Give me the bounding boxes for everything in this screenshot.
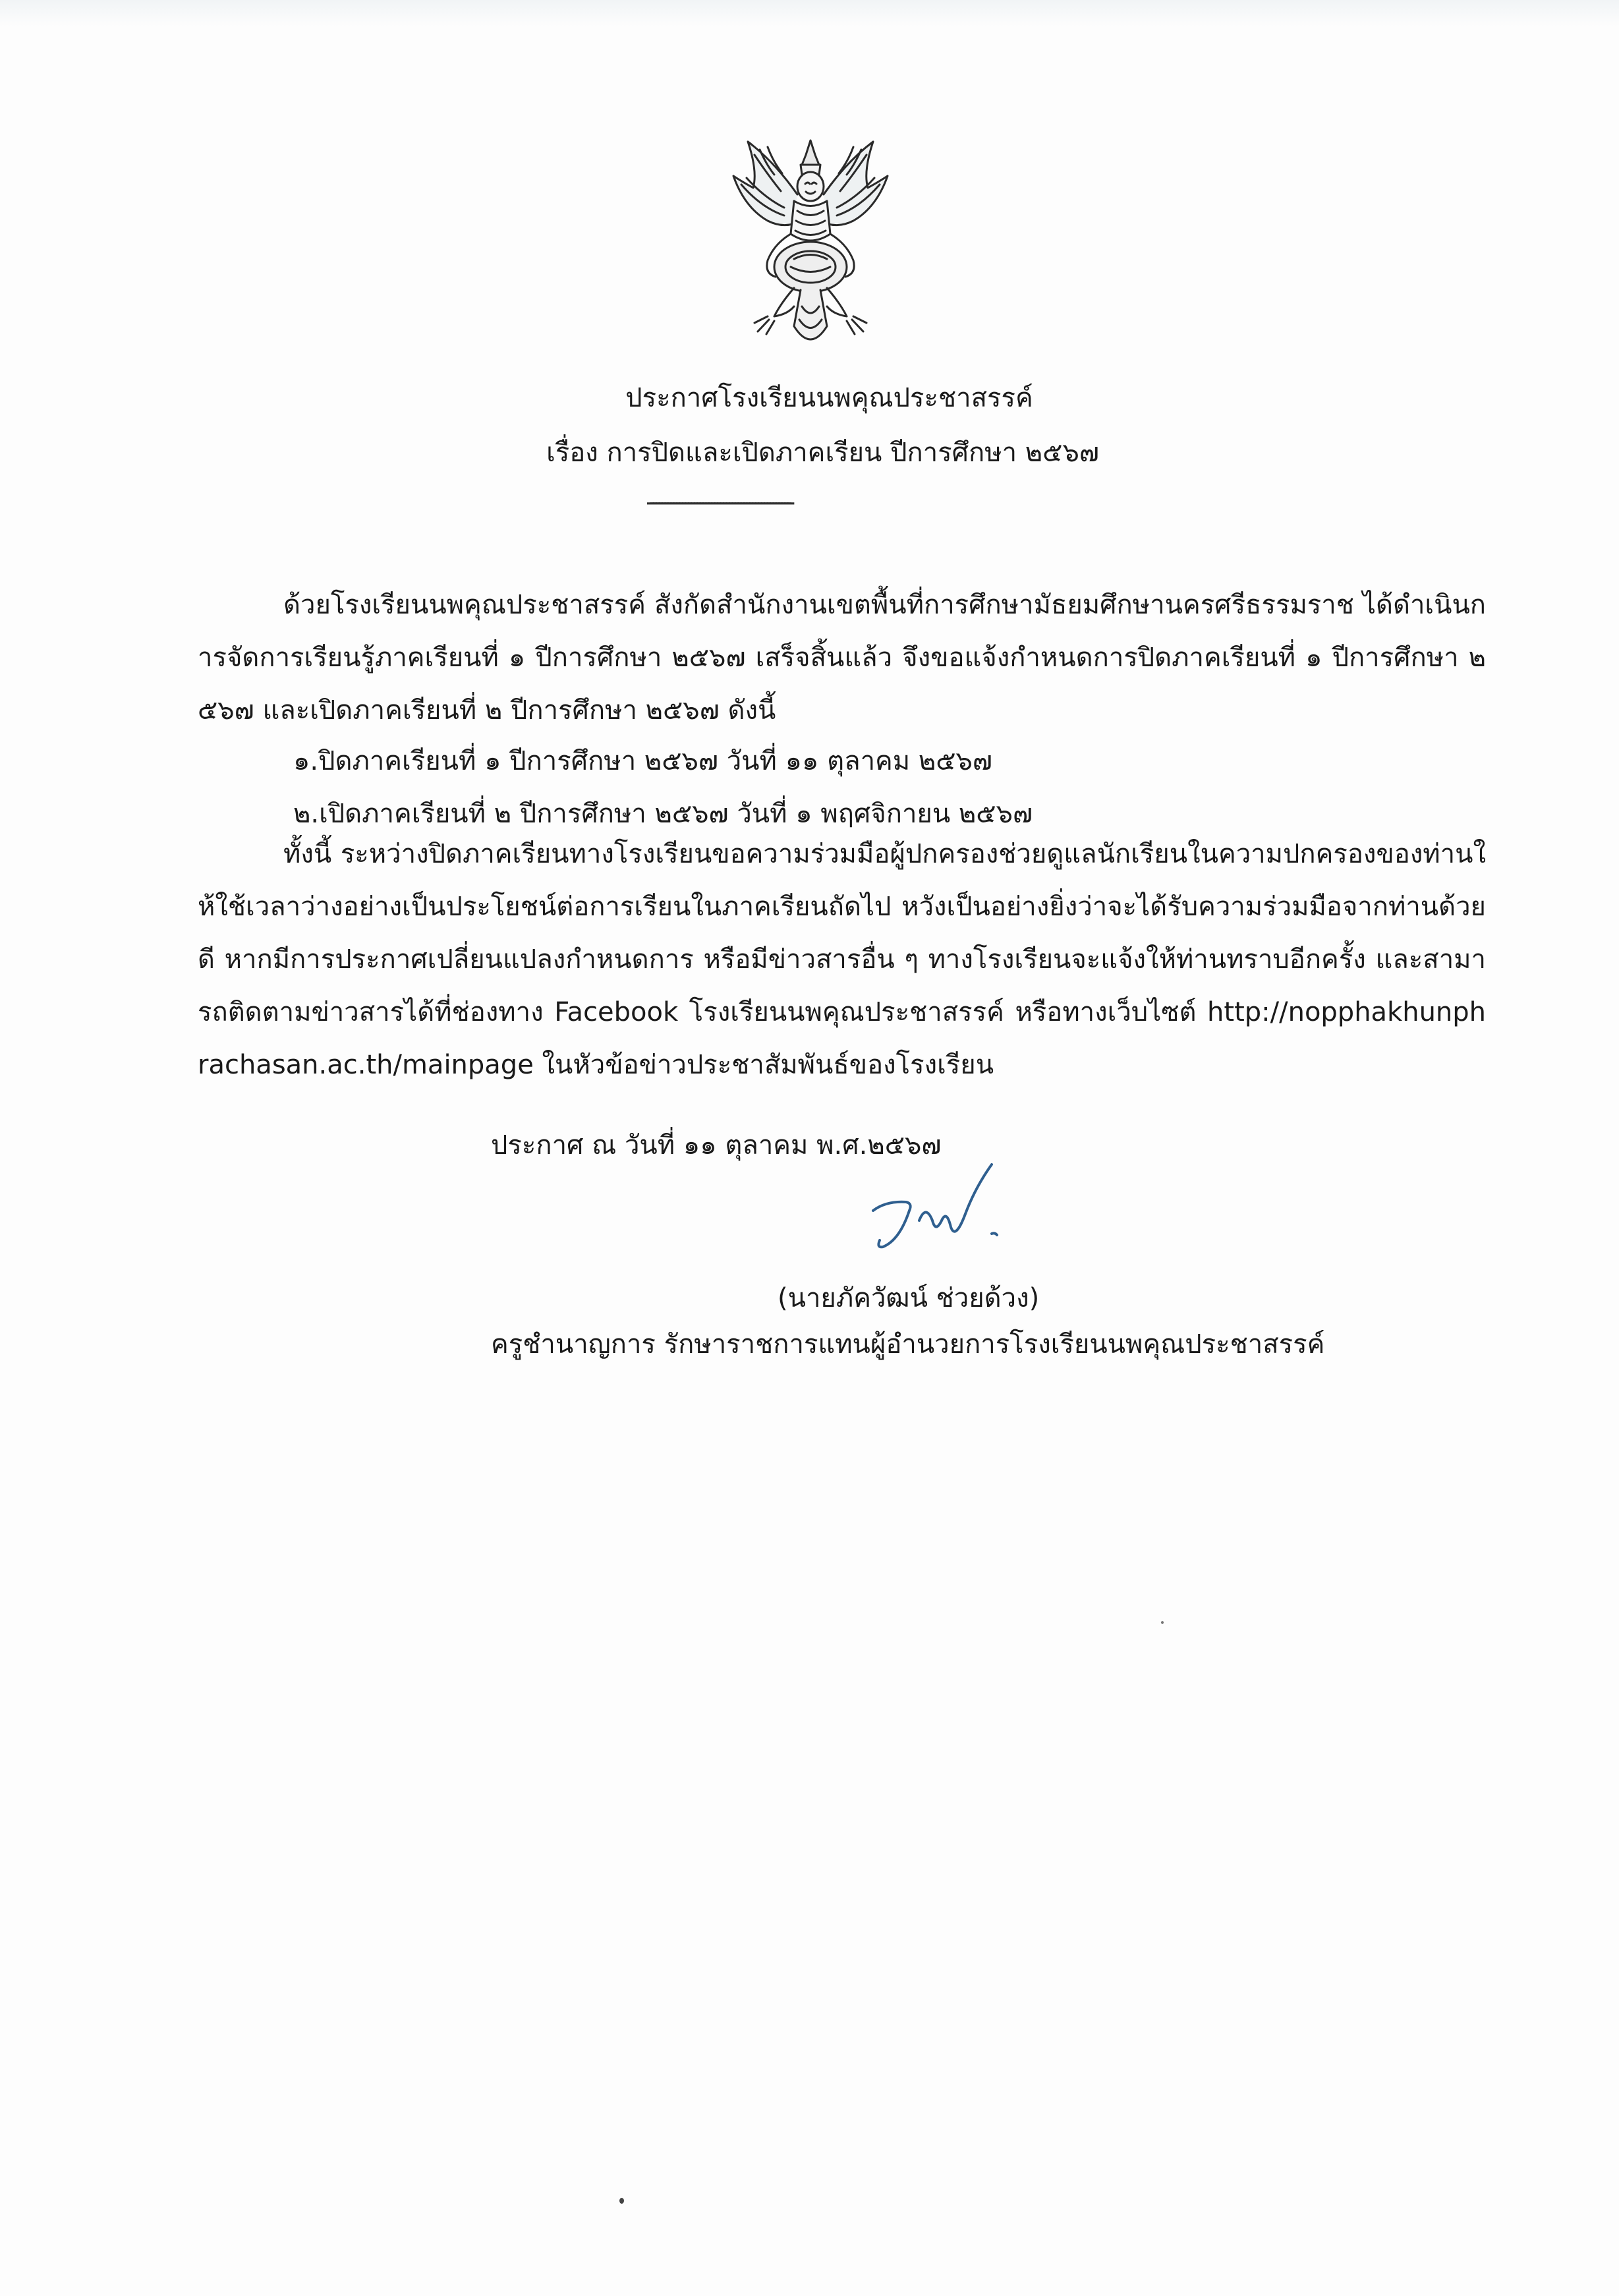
scan-speck [1161,1621,1164,1624]
announcement-title: ประกาศโรงเรียนนพคุณประชาสรรค์ [625,383,1033,413]
signer-position: ครูชำนาญการ รักษาราชการแทนผู้อำนวยการโรงเรียนนพคุณประชาสรรค์ [491,1329,1325,1360]
announcement-subject: เรื่อง การปิดและเปิดภาคเรียน ปีการศึกษา ๒๕๖๗ [546,438,1099,468]
schedule-item-close: ๑.ปิดภาคเรียนที่ ๑ ปีการศึกษา ๒๕๖๗ วันที่ ๑๑ ตุลาคม ๒๕๖๗ [293,746,992,776]
signer-name: (นายภัควัฒน์ ช่วยด้วง) [778,1283,1040,1313]
schedule-list [198,735,1486,840]
website-url: http://nopphakhunphrachasan.ac.th/mainpage [198,997,1487,1080]
schedule-item-open: ๒.เปิดภาคเรียนที่ ๒ ปีการศึกษา ๒๕๖๗ วันที่ ๑ พฤศจิกายน ๒๕๖๗ [293,799,1033,829]
closing-paragraph-text: ทั้งนี้ ระหว่างปิดภาคเรียนทางโรงเรียนขอความร่วมมือผู้ปกครองช่วยดูแลนักเรียนในความปกครองของท่านให้ใช้เวลาว่างอย่างเป็นประโยชน์ต่อการเรียนในภาคเรียนถัดไป หวังเป็นอย่างยิ่งว่าจะได้รับความร่วมมือจากท่านด้วยดี หากมีการประกาศเปลี่ยนแปลงกำหนดการ หรือมีข่าวสารอื่น ๆ ทางโรงเรียนจะแจ้งให้ท่านทราบอีกครั้ง และสามารถติดตามข่าวสารได้ที่ช่องทาง Facebook โรงเรียนนพคุณประชาสรรค์ หรือทางเว็บไซต์ [198,839,1486,1027]
closing-paragraph-block [198,828,1486,1091]
announcement-date: ประกาศ ณ วันที่ ๑๑ ตุลาคม พ.ศ.๒๕๖๗ [491,1130,942,1161]
closing-paragraph [198,828,1486,1091]
handwritten-signature [860,1148,1071,1260]
header-divider: ------------------------------------------------- [646,487,789,517]
scan-edge-shadow [0,0,1619,26]
intro-paragraph-block [198,579,1486,737]
scan-speck [619,2198,624,2204]
garuda-emblem-icon [728,135,893,359]
closing-suffix: ในหัวข้อข่าวประชาสัมพันธ์ของโรงเรียน [533,1050,994,1080]
intro-paragraph: ด้วยโรงเรียนนพคุณประชาสรรค์ สังกัดสำนักงานเขตพื้นที่การศึกษามัธยมศึกษานครศรีธรรมราช ได้ดำเนินการจัดการเรียนรู้ภาคเรียนที่ ๑ ปีการศึกษา ๒๕๖๗ เสร็จสิ้นแล้ว จึงขอแจ้งกำหนดการปิดภาคเรียนที่ ๑ ปีการศึกษา ๒๕๖๗ และเปิดภาคเรียนที่ ๒ ปีการศึกษา ๒๕๖๗ ดังนี้ [198,590,1486,726]
